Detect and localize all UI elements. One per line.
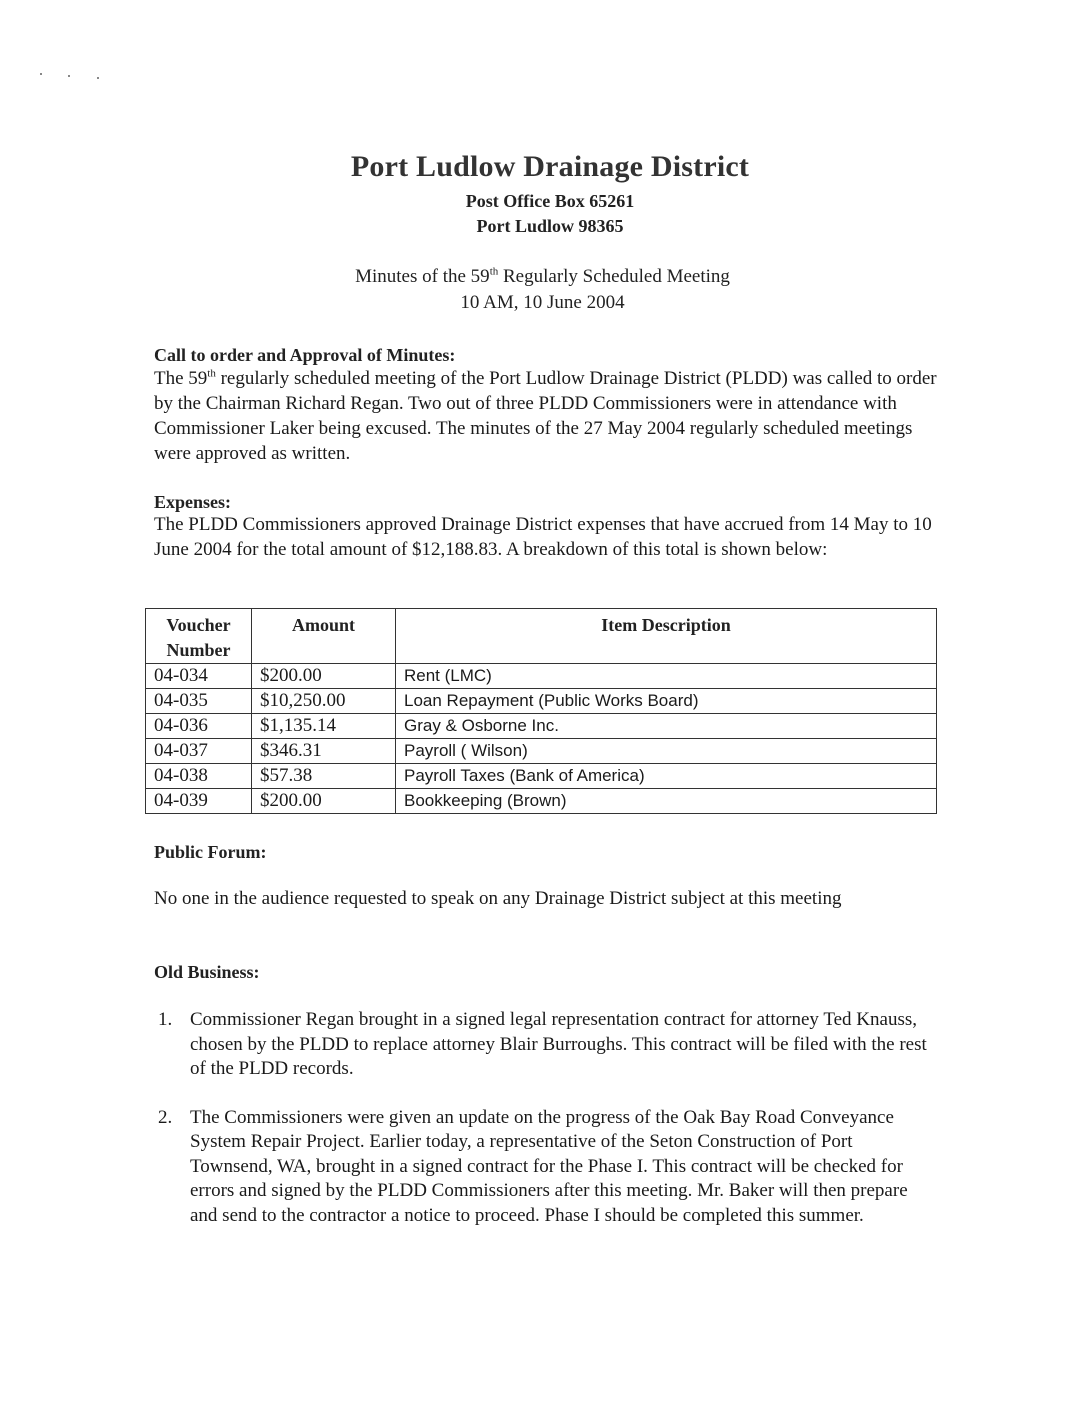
table-row <box>146 764 937 789</box>
list-item-text: The Commissioners were given an update on the progress of the Oak Bay Road Conveyance System Repair Project. Earlier today, a representative of the Seton Construction of Port Townsend, WA, brought in a signed contract for the Phase I. This contract will be checked for errors and signed by the PLDD Commissioners after this meeting. Mr. Baker will then prepare and send to the contractor a notice to proceed. Phase I should be completed this summer. <box>190 1106 908 1226</box>
old-business-list <box>152 1008 932 1252</box>
header-amount: Amount <box>252 609 396 664</box>
expenses-table <box>145 608 937 814</box>
list-item-number: 1. <box>158 1009 173 1030</box>
public-forum-heading: Public Forum: <box>154 842 267 862</box>
list-item <box>152 1008 932 1082</box>
table-header-row <box>146 609 937 664</box>
amount-cell: $200.00 <box>252 789 396 814</box>
voucher-cell: 04-034 <box>146 664 252 689</box>
description-cell: Payroll Taxes (Bank of America) <box>396 764 937 789</box>
call-to-order-ordinal: th <box>207 367 216 380</box>
call-to-order-text-prefix: The 59 <box>154 368 208 389</box>
amount-cell: $10,250.00 <box>252 689 396 714</box>
description-cell: Loan Repayment (Public Works Board) <box>396 689 937 714</box>
description-cell: Gray & Osborne Inc. <box>396 714 937 739</box>
call-to-order-heading: Call to order and Approval of Minutes: <box>154 345 456 365</box>
table-row <box>146 739 937 764</box>
description-cell: Bookkeeping (Brown) <box>396 789 937 814</box>
amount-cell: $346.31 <box>252 739 396 764</box>
list-item-text: Commissioner Regan brought in a signed legal representation contract for attorney Ted Knauss, chosen by the PLDD to replace attorney Blair Burroughs. This contract will be filed with the rest of the PLDD records. <box>190 1009 927 1079</box>
document-title: Port Ludlow Drainage District <box>350 150 750 183</box>
table-row <box>146 664 937 689</box>
voucher-cell: 04-035 <box>146 689 252 714</box>
voucher-cell: 04-038 <box>146 764 252 789</box>
meeting-title-suffix: Regularly Scheduled Meeting <box>498 266 730 287</box>
amount-cell: $57.38 <box>252 764 396 789</box>
scan-speck <box>40 73 42 75</box>
header-voucher-number: Voucher Number <box>146 609 252 664</box>
description-cell: Payroll ( Wilson) <box>396 739 937 764</box>
meeting-title-ordinal: th <box>489 265 499 278</box>
expenses-text: The PLDD Commissioners approved Drainage District expenses that have accrued from 14 May to 10 June 2004 for the total amount of $12,188.83. A breakdown of this total is shown below: <box>154 514 932 560</box>
description-cell: Rent (LMC) <box>396 664 937 689</box>
voucher-cell: 04-039 <box>146 789 252 814</box>
old-business-heading: Old Business: <box>154 962 260 982</box>
scan-speck <box>68 75 70 77</box>
amount-cell: $200.00 <box>252 664 396 689</box>
public-forum-text: No one in the audience requested to speak on any Drainage District subject at this meeting <box>154 888 842 909</box>
header-item-description: Item Description <box>396 609 937 664</box>
voucher-cell: 04-036 <box>146 714 252 739</box>
address-city-zip: Port Ludlow 98365 <box>476 216 624 236</box>
list-item <box>152 1106 932 1229</box>
expenses-heading: Expenses: <box>154 492 232 512</box>
meeting-title-prefix: Minutes of the 59 <box>355 266 490 287</box>
list-item-number: 2. <box>158 1106 173 1128</box>
call-to-order-text <box>154 366 944 466</box>
table-row <box>146 789 937 814</box>
table-row <box>146 689 937 714</box>
meeting-datetime: 10 AM, 10 June 2004 <box>460 292 625 313</box>
amount-cell: $1,135.14 <box>252 714 396 739</box>
table-row <box>146 714 937 739</box>
scan-speck <box>97 77 99 79</box>
voucher-cell: 04-037 <box>146 739 252 764</box>
meeting-title <box>0 266 1085 288</box>
address-po-box: Post Office Box 65261 <box>465 191 635 211</box>
call-to-order-text-body: regularly scheduled meeting of the Port Ludlow Drainage District (PLDD) was called to order by the Chairman Richard Regan. Two out of three PLDD Commissioners were in attendance with Commissioner Laker being excused. The minutes of the 27 May 2004 regularly scheduled meetings were approved as written. <box>154 368 937 464</box>
